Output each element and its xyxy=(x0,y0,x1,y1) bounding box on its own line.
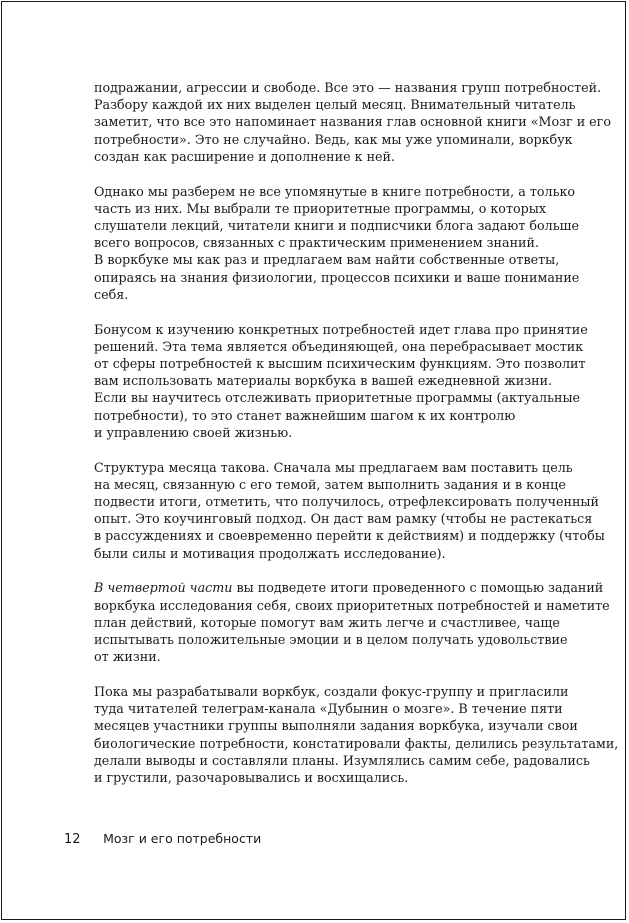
text-line: В воркбуке мы как раз и предлагаем вам найти собственные ответы, xyxy=(94,252,560,268)
text-line: делали выводы и составляли планы. Изумлялись самим себе, радовались xyxy=(94,752,590,768)
text-line: заметит, что все это напоминает названия глав основной книги «Мозг и его xyxy=(94,114,611,130)
text-line: от сферы потребностей к высшим психическим функциям. Это позволит xyxy=(94,356,586,372)
text-line: вам использовать материалы воркбука в вашей ежедневной жизни. xyxy=(94,373,553,389)
text-line: месяцев участники группы выполняли задания воркбука, изучали свои xyxy=(94,718,578,734)
page-footer xyxy=(64,828,261,847)
text-line: слушатели лекций, читатели книги и подписчики блога задают больше xyxy=(94,218,579,234)
text-line: опираясь на знания физиологии, процессов психики и ваше понимание xyxy=(94,269,580,285)
text-line: часть из них. Мы выбрали те приоритетные программы, о которых xyxy=(94,200,546,216)
text-line: подвести итоги, отметить, что получилось, отрефлексировать полученный xyxy=(94,494,599,510)
text-line: испытывать положительные эмоции и в целом получать удовольствие xyxy=(94,632,568,648)
text-line: и управлению своей жизнью. xyxy=(94,424,293,440)
text-line: на месяц, связанную с его темой, затем выполнить задания и в конце xyxy=(94,476,566,492)
text-line: Структура месяца такова. Сначала мы предлагаем вам поставить цель xyxy=(94,459,573,475)
text-line xyxy=(94,579,604,596)
paragraph-2 xyxy=(94,183,580,303)
text-line: потребности), то это станет важнейшим шагом к их контролю xyxy=(94,407,516,423)
text-line: в рассуждениях и своевременно перейти к действиям) и поддержку (чтобы xyxy=(94,528,605,544)
paragraph-1 xyxy=(94,79,611,165)
text-line: себя. xyxy=(94,286,129,302)
text-line: создан как расширение и дополнение к ней. xyxy=(94,148,396,164)
text-line: подражании, агрессии и свободе. Все это — названия групп потребностей. xyxy=(94,80,602,95)
text-line: опыт. Это коучинговый подход. Он даст вам рамку (чтобы не растекаться xyxy=(94,511,593,527)
paragraph-4 xyxy=(94,459,605,562)
text-line: Бонусом к изучению конкретных потребностей идет глава про принятие xyxy=(94,321,588,337)
text-line: биологические потребности, констатировали факты, делились результатами, xyxy=(94,735,619,751)
text-line: Пока мы разрабатывали воркбук, создали фокус-группу и пригласили xyxy=(94,684,569,700)
text-line: были силы и мотивация продолжать исследование). xyxy=(94,545,446,561)
book-page xyxy=(1,1,626,920)
text-line: план действий, которые помогут вам жить легче и счастливее, чаще xyxy=(94,614,560,630)
page-number: 12 xyxy=(64,832,81,847)
text-line: всего вопросов, связанных с практическим применением знаний. xyxy=(94,235,539,251)
running-title: Мозг и его потребности xyxy=(103,831,262,846)
text-line: потребности». Это не случайно. Ведь, как мы уже упоминали, воркбук xyxy=(94,131,573,147)
text-line: и грустили, разочаровывались и восхищались. xyxy=(94,770,409,786)
text-line: туда читателей телеграм-канала «Дубынин о мозге». В течение пяти xyxy=(94,701,563,717)
text-line: Если вы научитесь отслеживать приоритетные программы (актуальные xyxy=(94,390,581,406)
text-line: воркбука исследования себя, своих приоритетных потребностей и наметите xyxy=(94,597,610,613)
page-body xyxy=(94,79,619,786)
text-line: Однако мы разберем не все упомянутые в книге потребности, а только xyxy=(94,183,576,199)
paragraph-3 xyxy=(94,321,588,441)
italic-lead: В четвертой части xyxy=(94,580,233,596)
text-line: Разбору каждой их них выделен целый месяц. Внимательный читатель xyxy=(94,97,576,113)
text-run: вы подведете итоги проведенного с помощью заданий xyxy=(232,580,604,596)
text-line: решений. Эта тема является объединяющей, она перебрасывает мостик xyxy=(94,338,584,354)
paragraph-6 xyxy=(94,683,619,786)
text-line: от жизни. xyxy=(94,649,161,665)
paragraph-5 xyxy=(94,579,610,665)
